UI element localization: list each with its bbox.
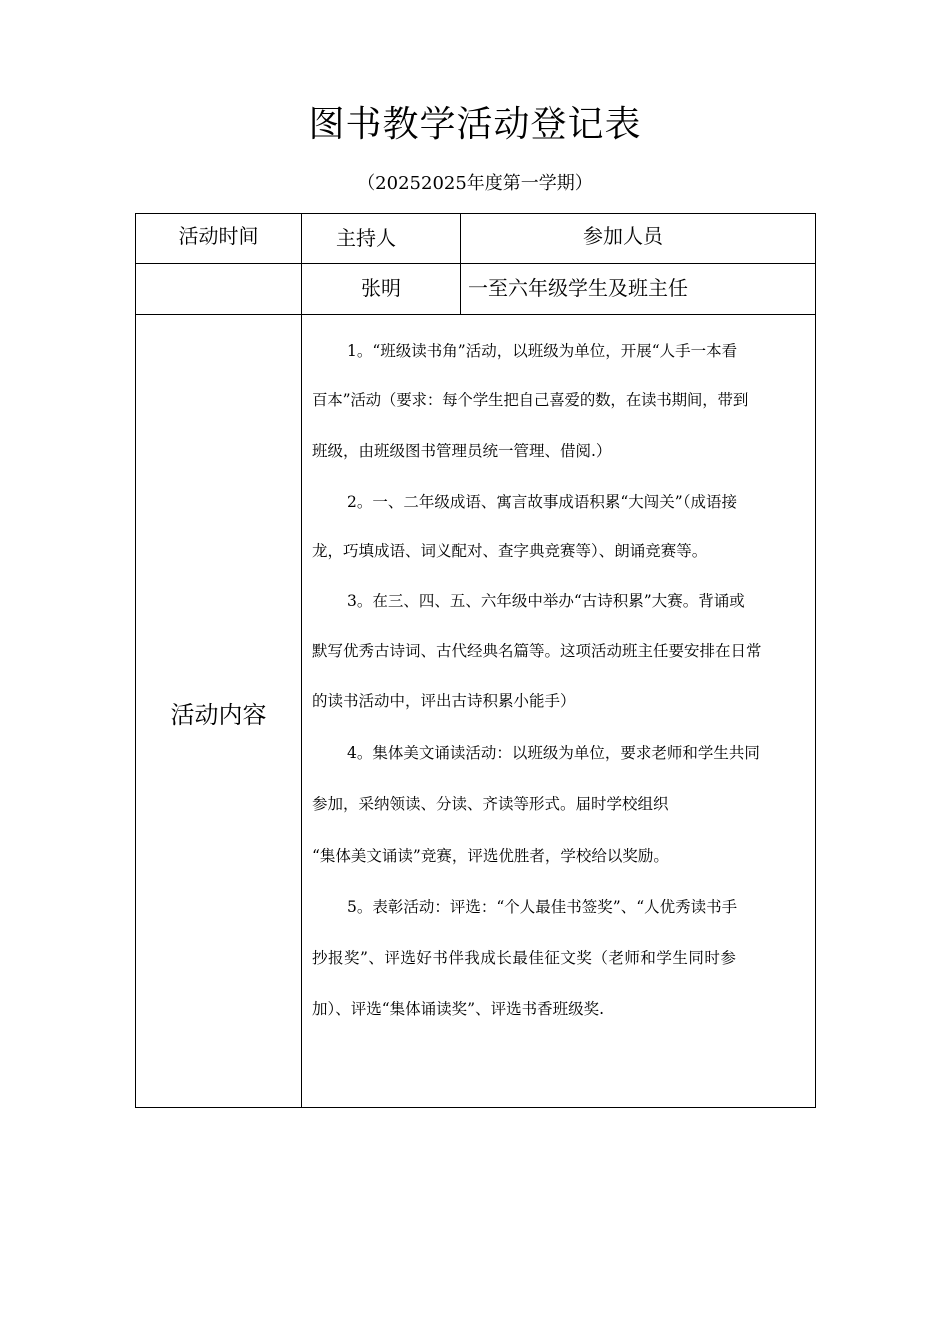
content-label: 活动内容 xyxy=(170,701,267,729)
content-line: 百本”活动（要求：每个学生把自己喜爱的数，在读书期间，带到 xyxy=(312,391,749,409)
content-line: “集体美文诵读”竞赛，评选优胜者，学校给以奖励。 xyxy=(312,847,669,865)
content-line: 抄报奖”、评选好书伴我成长最佳征文奖（老师和学生同时参 xyxy=(312,949,737,967)
content-line: 加）、评选“集体诵读奖”、评选书香班级奖. xyxy=(312,1000,605,1018)
cell-host: 张明 xyxy=(361,276,401,300)
page-title: 图书教学活动登记表 xyxy=(308,104,642,145)
content-line: 班级，由班级图书管理员统一管理、借阅.） xyxy=(312,442,612,460)
content-line: 3。在三、四、五、六年级中举办“古诗积累”大赛。背诵或 xyxy=(347,592,745,610)
content-line: 的读书活动中，评出古诗积累小能手） xyxy=(312,692,576,710)
table-rule-header xyxy=(135,263,816,264)
content-line: 龙，巧填成语、词义配对、查字典竞赛等）、朗诵竞赛等。 xyxy=(312,542,708,560)
header-host: 主持人 xyxy=(336,226,396,250)
content-line: 2。一、二年级成语、寓言故事成语积累“大闯关”（成语接 xyxy=(347,493,737,511)
content-line: 默写优秀古诗词、古代经典名篇等。这项活动班主任要安排在日常 xyxy=(312,642,762,660)
header-participants: 参加人员 xyxy=(583,224,663,248)
content-line: 参加，采纳领读、分读、齐读等形式。届时学校组织 xyxy=(312,795,669,813)
table-rule-row xyxy=(135,314,816,315)
content-line: 5。表彰活动：评选：“个人最佳书签奖”、“人优秀读书手 xyxy=(347,898,738,916)
cell-participants: 一至六年级学生及班主任 xyxy=(468,276,688,300)
header-activity-time: 活动时间 xyxy=(178,224,259,248)
page-subtitle: （20252025年度第一学期） xyxy=(357,173,593,194)
content-line: 4。集体美文诵读活动：以班级为单位，要求老师和学生共同 xyxy=(347,744,760,762)
content-line: 1。“班级读书角”活动，以班级为单位，开展“人手一本看 xyxy=(347,342,738,360)
table-rule-col1 xyxy=(301,213,302,1108)
